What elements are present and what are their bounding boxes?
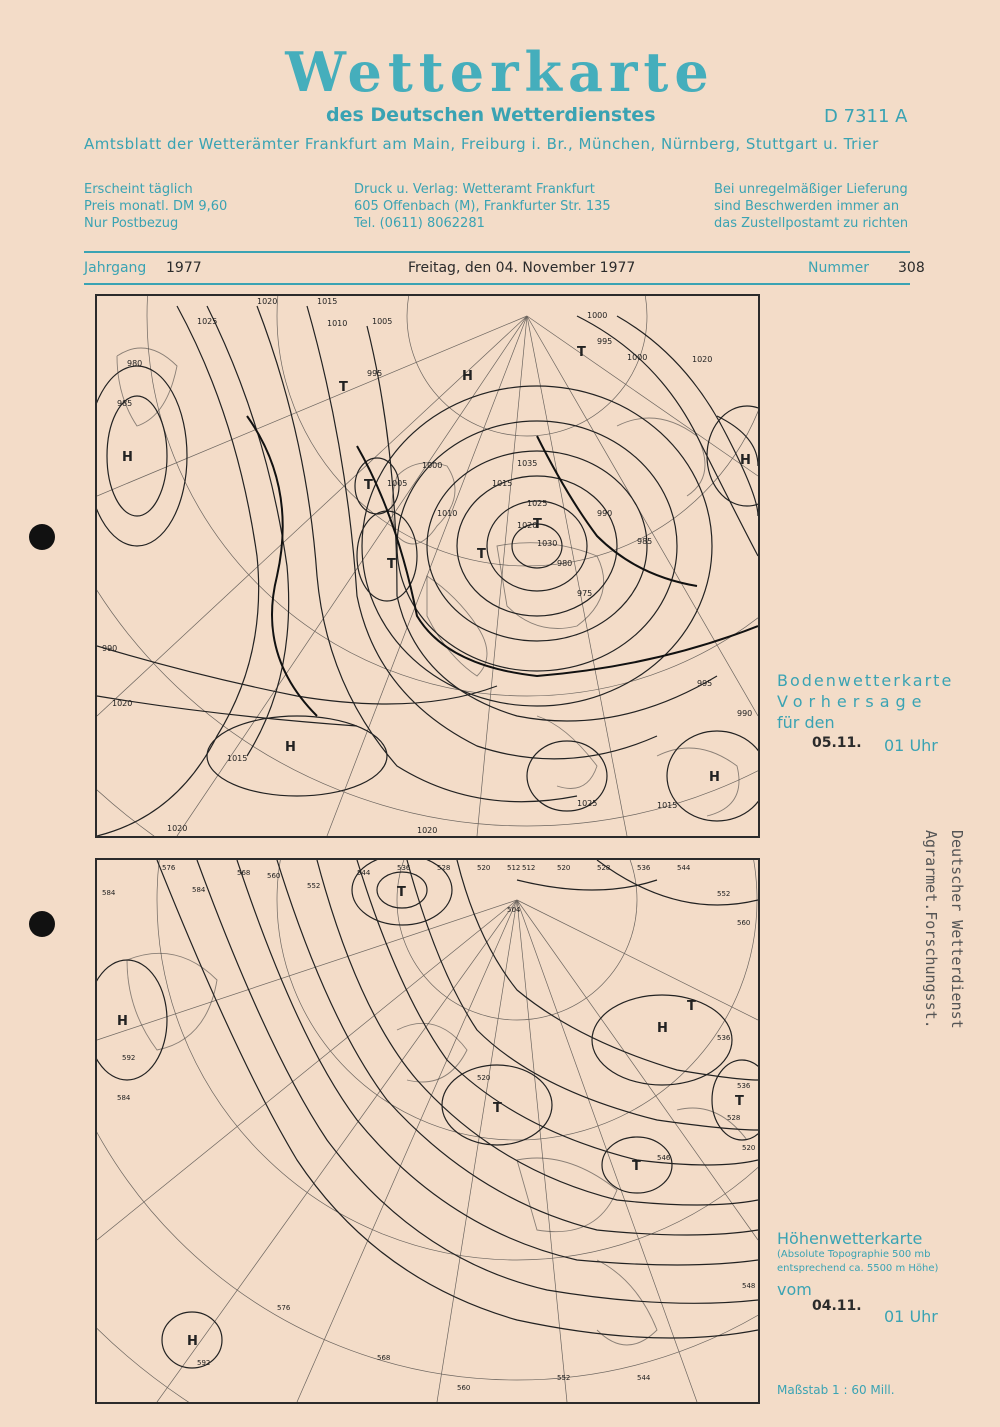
publication-code: D 7311 A	[824, 106, 908, 127]
stamp-line2: Agrarmet.Forschungsst.	[922, 830, 940, 1029]
isobar-label: 985	[637, 537, 653, 546]
upper-air-map	[95, 858, 760, 1404]
info-middle-line: 605 Offenbach (M), Frankfurter Str. 135	[354, 199, 611, 214]
upper-caption-line1: Höhenwetterkarte	[777, 1229, 923, 1248]
info-middle	[354, 181, 611, 232]
contour-label: 520	[477, 1074, 491, 1082]
isobar-label: 1000	[422, 461, 443, 470]
contour-label: 528	[437, 864, 451, 872]
contour-label: 544	[637, 1374, 651, 1382]
pressure-center: T	[632, 1159, 641, 1174]
upper-graticule	[97, 860, 758, 1402]
isobar-label: 1005	[372, 317, 393, 326]
upper-pressure-centers	[117, 885, 744, 1349]
contour-label: 536	[737, 1082, 751, 1090]
divider-bottom	[84, 283, 910, 285]
isobar-label: 1025	[197, 317, 218, 326]
contour-label: 584	[102, 889, 116, 897]
surface-forecast-time: 01 Uhr	[884, 736, 938, 755]
isobar-label: 1030	[537, 539, 558, 548]
amtsblatt-line: Amtsblatt der Wetterämter Frankfurt am Main, Freiburg i. Br., München, Nürnberg, Stuttgart u. Trier	[84, 135, 879, 153]
isobar-label: 1015	[227, 754, 248, 763]
pressure-center: T	[577, 345, 586, 360]
contour-label: 520	[557, 864, 571, 872]
pressure-center: H	[285, 740, 296, 755]
surface-forecast-date: 05.11.	[812, 735, 862, 751]
isobar-label: 1020	[112, 699, 133, 708]
contour-label: 576	[277, 1304, 291, 1312]
surface-pressure-centers	[122, 345, 751, 785]
contour-label: 552	[307, 882, 321, 890]
isobar-label: 1015	[317, 297, 338, 306]
isobar-label: 1020	[417, 826, 438, 835]
upper-caption-line2: (Absolute Topographie 500 mb	[777, 1249, 931, 1260]
isobar-label: 975	[577, 589, 593, 598]
contour-label: 584	[192, 886, 206, 894]
isobar-label: 980	[127, 359, 143, 368]
contour-label: 568	[237, 869, 251, 877]
isobar-label: 1010	[327, 319, 348, 328]
contour-label: 544	[677, 864, 691, 872]
page-title: Wetterkarte	[285, 40, 715, 104]
upper-analysis-date: 04.11.	[812, 1298, 862, 1314]
isobar-label: 1000	[627, 353, 648, 362]
nummer-value: 308	[898, 260, 925, 276]
pressure-center: H	[187, 1334, 198, 1349]
pressure-center: T	[687, 999, 696, 1014]
upper-analysis-time: 01 Uhr	[884, 1307, 938, 1326]
upper-caption-line4: vom	[777, 1280, 812, 1299]
contour-label: 536	[397, 864, 411, 872]
contour-label: 560	[737, 919, 751, 927]
isobar-label: 980	[557, 559, 573, 568]
jahrgang-label: Jahrgang	[84, 260, 147, 276]
pressure-center: T	[735, 1094, 744, 1109]
contour-label: 584	[117, 1094, 131, 1102]
contours	[97, 860, 758, 1368]
info-middle-line: Tel. (0611) 8062281	[354, 216, 485, 231]
isobar-label: 1020	[692, 355, 713, 364]
surface-caption-line1: Bodenwetterkarte	[777, 671, 954, 690]
nummer-label: Nummer	[808, 260, 869, 276]
isobar-label: 990	[737, 709, 753, 718]
issue-date: Freitag, den 04. November 1977	[408, 260, 636, 276]
info-right-line: Bei unregelmäßiger Lieferung	[714, 182, 908, 197]
isobar-label: 1000	[587, 311, 608, 320]
isobar-label: 1025	[527, 499, 548, 508]
contour-label: 520	[742, 1144, 756, 1152]
info-left-line: Preis monatl. DM 9,60	[84, 199, 228, 214]
isobar-label: 1035	[517, 459, 538, 468]
contour-label: 592	[197, 1359, 211, 1367]
pressure-center: H	[657, 1021, 668, 1036]
punch-hole	[29, 524, 55, 550]
info-right-line: sind Beschwerden immer an	[714, 199, 900, 214]
contour-label: 560	[267, 872, 281, 880]
info-right	[714, 181, 908, 232]
surface-caption-line3: für den	[777, 713, 835, 732]
map-scale: Maßstab 1 : 60 Mill.	[777, 1383, 895, 1397]
isobar-label: 990	[597, 509, 613, 518]
pressure-center: H	[709, 770, 720, 785]
contour-label: 576	[162, 864, 176, 872]
contour-label: 512	[507, 864, 521, 872]
isobar-label: 1005	[387, 479, 408, 488]
pressure-center: T	[493, 1101, 502, 1116]
divider-top	[84, 251, 910, 253]
contour-label: 552	[557, 1374, 571, 1382]
pressure-center: T	[387, 557, 396, 572]
contour-label: 536	[637, 864, 651, 872]
isobar-label: 1020	[167, 824, 188, 833]
pressure-center: H	[117, 1014, 128, 1029]
pressure-center: T	[364, 478, 373, 493]
contour-label: 592	[122, 1054, 136, 1062]
contour-label: 552	[717, 890, 731, 898]
subtitle: des Deutschen Wetterdienstes	[326, 104, 656, 126]
isobar-label: 995	[697, 679, 713, 688]
pressure-center: H	[122, 450, 133, 465]
isobar-label: 1015	[492, 479, 513, 488]
pressure-center: H	[740, 453, 751, 468]
contour-label: 546	[657, 1154, 671, 1162]
isobar-label: 995	[597, 337, 613, 346]
isobar-label: 1025	[577, 799, 598, 808]
info-left-line: Nur Postbezug	[84, 216, 179, 231]
upper-caption-line3: entsprechend ca. 5500 m Höhe)	[777, 1263, 939, 1274]
pressure-center: T	[339, 380, 348, 395]
isobar-label: 1020	[517, 521, 538, 530]
info-right-line: das Zustellpostamt zu richten	[714, 216, 909, 231]
info-middle-line: Druck u. Verlag: Wetteramt Frankfurt	[354, 182, 595, 197]
pressure-center: T	[397, 885, 406, 900]
contour-label: 568	[377, 1354, 391, 1362]
upper-map-svg	[97, 860, 758, 1402]
pressure-center: T	[533, 517, 542, 532]
isobar-label: 995	[367, 369, 383, 378]
isobar-label: 1015	[657, 801, 678, 810]
isobar-label: 1010	[437, 509, 458, 518]
contour-label: 536	[717, 1034, 731, 1042]
contour-label: 544	[357, 869, 371, 877]
contour-label: 548	[742, 1282, 756, 1290]
jahrgang-value: 1977	[166, 260, 202, 276]
contour-label: 528	[727, 1114, 741, 1122]
contour-label: 528	[597, 864, 611, 872]
isobar-label: 985	[117, 399, 133, 408]
isobar-label: 1020	[257, 297, 278, 306]
surface-isobar-labels	[102, 297, 752, 835]
surface-map-svg	[97, 296, 758, 836]
stamp-line1: Deutscher Wetterdienst	[948, 830, 966, 1029]
library-stamp	[910, 830, 970, 1180]
surface-weather-map	[95, 294, 760, 838]
pressure-center: T	[477, 547, 486, 562]
contour-label: 560	[457, 1384, 471, 1392]
info-left-line: Erscheint täglich	[84, 182, 193, 197]
contour-label: 520	[477, 864, 491, 872]
pressure-center: H	[462, 369, 473, 384]
punch-hole	[29, 911, 55, 937]
info-left	[84, 181, 227, 232]
contour-label: 512	[522, 864, 536, 872]
isobar-label: 990	[102, 644, 118, 653]
contour-label: 504	[507, 906, 521, 914]
surface-caption-line2: Vorhersage	[777, 692, 928, 711]
isobars	[97, 306, 758, 836]
